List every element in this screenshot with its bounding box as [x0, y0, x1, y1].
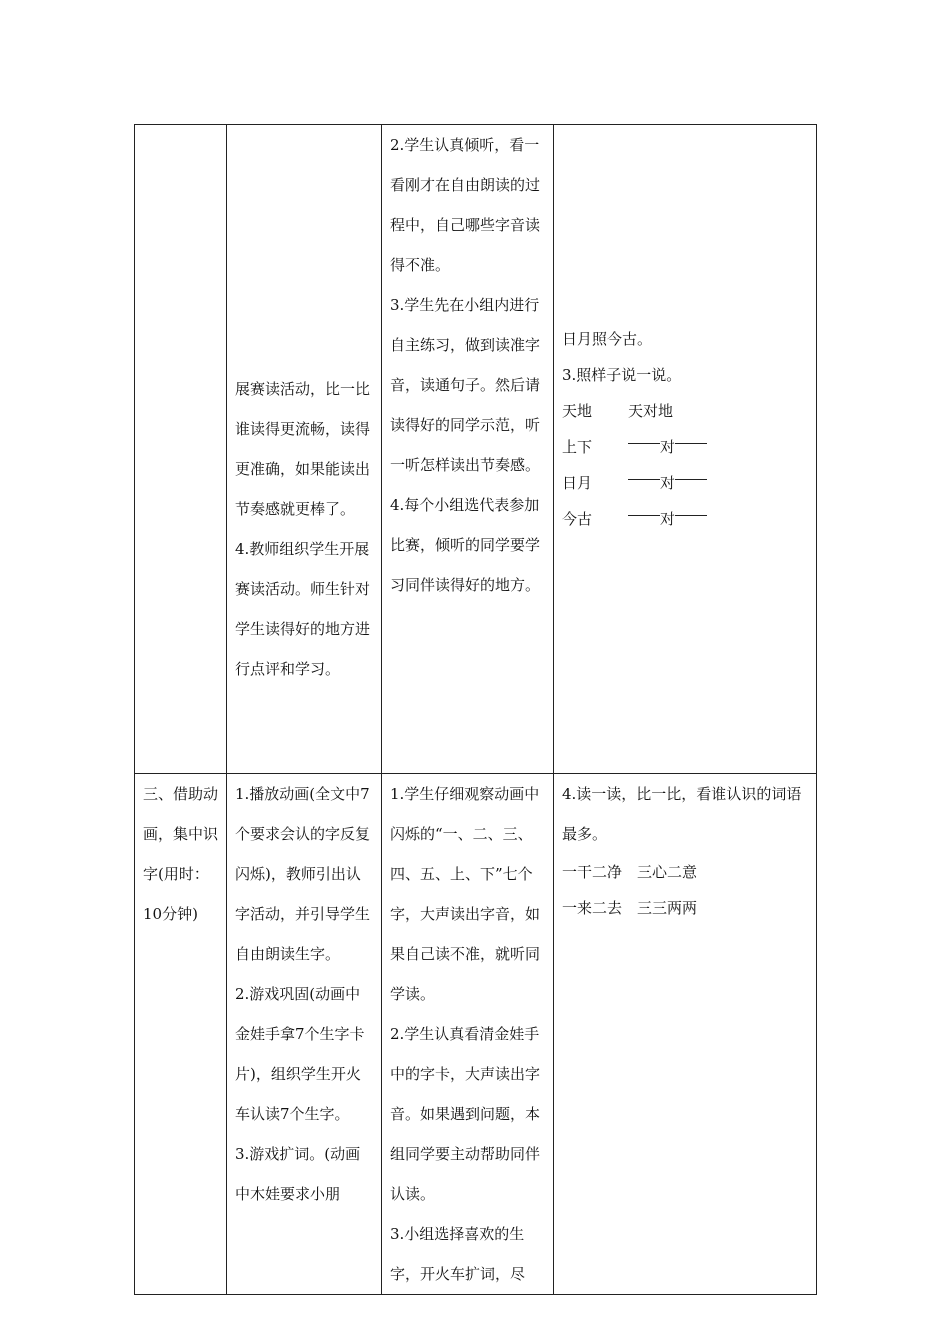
- teacher-paragraph: 2.游戏巩固(动画中金娃手拿7个生字卡片)，组织学生开火车认读7个生字。: [235, 985, 365, 1123]
- fill-blank[interactable]: [628, 465, 660, 480]
- section-cell: [135, 125, 227, 774]
- dui-label: 对: [660, 438, 676, 456]
- fill-blank[interactable]: [675, 501, 707, 516]
- table-row: [135, 774, 817, 1295]
- student-paragraph: 1.学生仔细观察动画中闪烁的“一、二、三、四、五、上、下”七个字，大声读出字音，如果自己读不准，就听同学读。: [390, 785, 541, 1003]
- student-activity-cell: [382, 774, 554, 1295]
- student-paragraph: 3.小组选择喜欢的生字，开火车扩词，尽: [390, 1225, 526, 1283]
- student-paragraph: 2.学生认真倾听，看一看刚才在自由朗读的过程中，自己哪些字音读得不准。: [390, 136, 541, 274]
- example-word: 天地: [562, 402, 593, 420]
- table-row: [135, 125, 817, 774]
- student-paragraph: 4.每个小组选代表参加比赛，倾听的同学要学习同伴读得好的地方。: [390, 496, 541, 594]
- practice-line: 一干二净 三心二意: [562, 863, 698, 881]
- teacher-activity-cell: [227, 774, 382, 1295]
- student-paragraph: 3.学生先在小组内进行自主练习，做到读准字音，读通句子。然后请读得好的同学示范，听一听怎样读出节奏感。: [390, 296, 541, 474]
- fill-item: [562, 465, 808, 501]
- fill-blank[interactable]: [628, 501, 660, 516]
- teacher-paragraph: 1.播放动画(全文中7个要求会认的字反复闪烁)，教师引出认字活动，并引导学生自由朗读生字。: [235, 785, 371, 963]
- teacher-paragraph: 3.游戏扩词。(动画中木娃要求小朋: [235, 1145, 361, 1203]
- example-answer: 天对地: [628, 402, 674, 420]
- fill-blank[interactable]: [628, 429, 660, 444]
- practice-cell: [554, 125, 817, 774]
- teacher-paragraph: 4.教师组织学生开展赛读活动。师生针对学生读得好的地方进行点评和学习。: [235, 540, 371, 678]
- lesson-plan-table: [134, 124, 817, 1295]
- practice-block: [562, 321, 808, 537]
- teacher-activity-cell: [227, 125, 382, 774]
- section-cell: [135, 774, 227, 1295]
- fill-blank[interactable]: [675, 465, 707, 480]
- practice-block: [562, 854, 808, 926]
- fill-word: 日月: [562, 474, 593, 492]
- fill-item: [562, 501, 808, 537]
- student-activity-cell: [382, 125, 554, 774]
- fill-blank[interactable]: [675, 429, 707, 444]
- fill-item: [562, 429, 808, 465]
- practice-line: 日月照今古。: [562, 330, 653, 348]
- teacher-paragraph: 展赛读活动，比一比谁读得更流畅，读得更准确，如果能读出节奏感就更棒了。: [235, 380, 371, 518]
- practice-line: 3.照样子说一说。: [562, 366, 682, 384]
- student-paragraph: 2.学生认真看清金娃手中的字卡，大声读出字音。如果遇到问题，本组同学要主动帮助同伴认读。: [390, 1025, 541, 1203]
- dui-label: 对: [660, 474, 676, 492]
- section-title: 三、借助动画，集中识字(用时：10分钟): [143, 785, 219, 923]
- practice-cell: [554, 774, 817, 1295]
- practice-line: 4.读一读，比一比，看谁认识的词语最多。: [562, 785, 802, 843]
- fill-word: 今古: [562, 510, 593, 528]
- dui-label: 对: [660, 510, 676, 528]
- practice-line: 一来二去 三三两两: [562, 899, 698, 917]
- fill-word: 上下: [562, 438, 593, 456]
- example-pair: [562, 393, 808, 429]
